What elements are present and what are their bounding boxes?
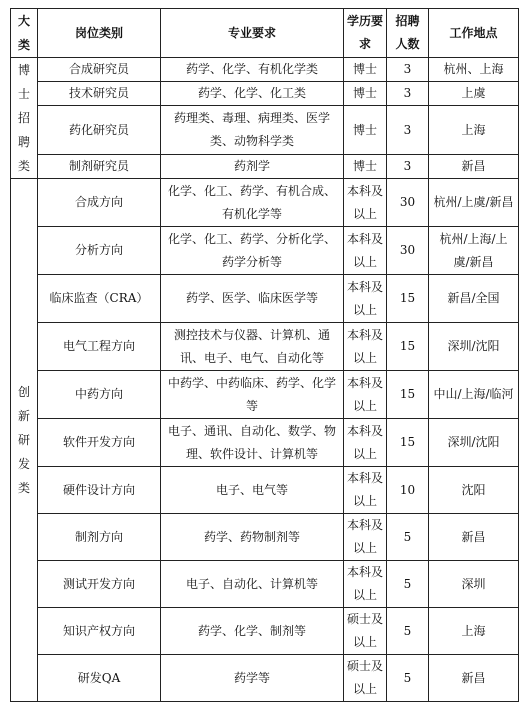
table-row bbox=[11, 514, 519, 561]
table-row bbox=[11, 608, 519, 655]
major-cell: 药学、化学、制剂等 bbox=[161, 608, 344, 655]
location-cell: 上虞 bbox=[429, 82, 519, 106]
count-cell: 3 bbox=[387, 58, 429, 82]
education-cell: 本科及以上 bbox=[344, 514, 387, 561]
header-education: 学历要求 bbox=[344, 9, 387, 58]
count-cell: 3 bbox=[387, 82, 429, 106]
location-cell: 杭州、上海 bbox=[429, 58, 519, 82]
education-cell: 博士 bbox=[344, 82, 387, 106]
major-cell: 药学等 bbox=[161, 655, 344, 702]
location-cell: 杭州/上海/上虞/新昌 bbox=[429, 227, 519, 275]
location-cell: 上海 bbox=[429, 106, 519, 154]
location-cell: 深圳 bbox=[429, 561, 519, 608]
education-cell: 博士 bbox=[344, 106, 387, 154]
major-cell: 药剂学 bbox=[161, 154, 344, 178]
location-cell: 中山/上海/临河 bbox=[429, 371, 519, 419]
major-cell: 化学、化工、药学、分析化学、药学分析等 bbox=[161, 227, 344, 275]
table-row bbox=[11, 227, 519, 275]
recruitment-table bbox=[10, 8, 519, 702]
major-cell: 电子、通讯、自动化、数学、物理、软件设计、计算机等 bbox=[161, 419, 344, 467]
count-cell: 10 bbox=[387, 467, 429, 514]
education-cell: 本科及以上 bbox=[344, 419, 387, 467]
table-row bbox=[11, 419, 519, 467]
position-cell: 技术研究员 bbox=[38, 82, 161, 106]
position-cell: 知识产权方向 bbox=[38, 608, 161, 655]
position-cell: 硬件设计方向 bbox=[38, 467, 161, 514]
position-cell: 软件开发方向 bbox=[38, 419, 161, 467]
education-cell: 本科及以上 bbox=[344, 561, 387, 608]
education-cell: 博士 bbox=[344, 154, 387, 178]
position-cell: 中药方向 bbox=[38, 371, 161, 419]
location-cell: 新昌 bbox=[429, 655, 519, 702]
header-position: 岗位类别 bbox=[38, 9, 161, 58]
count-cell: 5 bbox=[387, 561, 429, 608]
category-cell: 博士招聘类 bbox=[11, 58, 38, 179]
major-cell: 药学、化学、有机化学类 bbox=[161, 58, 344, 82]
position-cell: 研发QA bbox=[38, 655, 161, 702]
table-row bbox=[11, 323, 519, 371]
table-row bbox=[11, 179, 519, 227]
major-cell: 电子、电气等 bbox=[161, 467, 344, 514]
major-cell: 电子、自动化、计算机等 bbox=[161, 561, 344, 608]
location-cell: 上海 bbox=[429, 608, 519, 655]
education-cell: 硕士及以上 bbox=[344, 655, 387, 702]
location-cell: 新昌/全国 bbox=[429, 275, 519, 323]
count-cell: 15 bbox=[387, 419, 429, 467]
header-category: 大类 bbox=[11, 9, 38, 58]
position-cell: 测试开发方向 bbox=[38, 561, 161, 608]
major-cell: 药理类、毒理、病理类、医学类、动物科学类 bbox=[161, 106, 344, 154]
count-cell: 5 bbox=[387, 514, 429, 561]
position-cell: 制剂研究员 bbox=[38, 154, 161, 178]
position-cell: 制剂方向 bbox=[38, 514, 161, 561]
table-row bbox=[11, 106, 519, 154]
table-row bbox=[11, 467, 519, 514]
position-cell: 药化研究员 bbox=[38, 106, 161, 154]
major-cell: 测控技术与仪器、计算机、通讯、电子、电气、自动化等 bbox=[161, 323, 344, 371]
major-cell: 化学、化工、药学、有机合成、有机化学等 bbox=[161, 179, 344, 227]
count-cell: 30 bbox=[387, 227, 429, 275]
position-cell: 分析方向 bbox=[38, 227, 161, 275]
table-row bbox=[11, 58, 519, 82]
count-cell: 3 bbox=[387, 154, 429, 178]
education-cell: 本科及以上 bbox=[344, 179, 387, 227]
education-cell: 本科及以上 bbox=[344, 275, 387, 323]
location-cell: 深圳/沈阳 bbox=[429, 323, 519, 371]
count-cell: 5 bbox=[387, 655, 429, 702]
header-major: 专业要求 bbox=[161, 9, 344, 58]
education-cell: 硕士及以上 bbox=[344, 608, 387, 655]
position-cell: 合成方向 bbox=[38, 179, 161, 227]
education-cell: 博士 bbox=[344, 58, 387, 82]
count-cell: 15 bbox=[387, 371, 429, 419]
table-row bbox=[11, 154, 519, 178]
category-cell: 创新研发类 bbox=[11, 179, 38, 702]
location-cell: 新昌 bbox=[429, 154, 519, 178]
count-cell: 5 bbox=[387, 608, 429, 655]
major-cell: 药学、医学、临床医学等 bbox=[161, 275, 344, 323]
location-cell: 深圳/沈阳 bbox=[429, 419, 519, 467]
count-cell: 15 bbox=[387, 275, 429, 323]
position-cell: 合成研究员 bbox=[38, 58, 161, 82]
table-row bbox=[11, 655, 519, 702]
education-cell: 本科及以上 bbox=[344, 227, 387, 275]
header-count: 招聘人数 bbox=[387, 9, 429, 58]
education-cell: 本科及以上 bbox=[344, 323, 387, 371]
major-cell: 中药学、中药临床、药学、化学等 bbox=[161, 371, 344, 419]
location-cell: 新昌 bbox=[429, 514, 519, 561]
table-row bbox=[11, 82, 519, 106]
table-row bbox=[11, 275, 519, 323]
count-cell: 30 bbox=[387, 179, 429, 227]
position-cell: 电气工程方向 bbox=[38, 323, 161, 371]
table-row bbox=[11, 371, 519, 419]
count-cell: 15 bbox=[387, 323, 429, 371]
header-location: 工作地点 bbox=[429, 9, 519, 58]
location-cell: 杭州/上虞/新昌 bbox=[429, 179, 519, 227]
header-row bbox=[11, 9, 519, 58]
major-cell: 药学、药物制剂等 bbox=[161, 514, 344, 561]
position-cell: 临床监查（CRA） bbox=[38, 275, 161, 323]
major-cell: 药学、化学、化工类 bbox=[161, 82, 344, 106]
count-cell: 3 bbox=[387, 106, 429, 154]
education-cell: 本科及以上 bbox=[344, 467, 387, 514]
location-cell: 沈阳 bbox=[429, 467, 519, 514]
table-row bbox=[11, 561, 519, 608]
education-cell: 本科及以上 bbox=[344, 371, 387, 419]
